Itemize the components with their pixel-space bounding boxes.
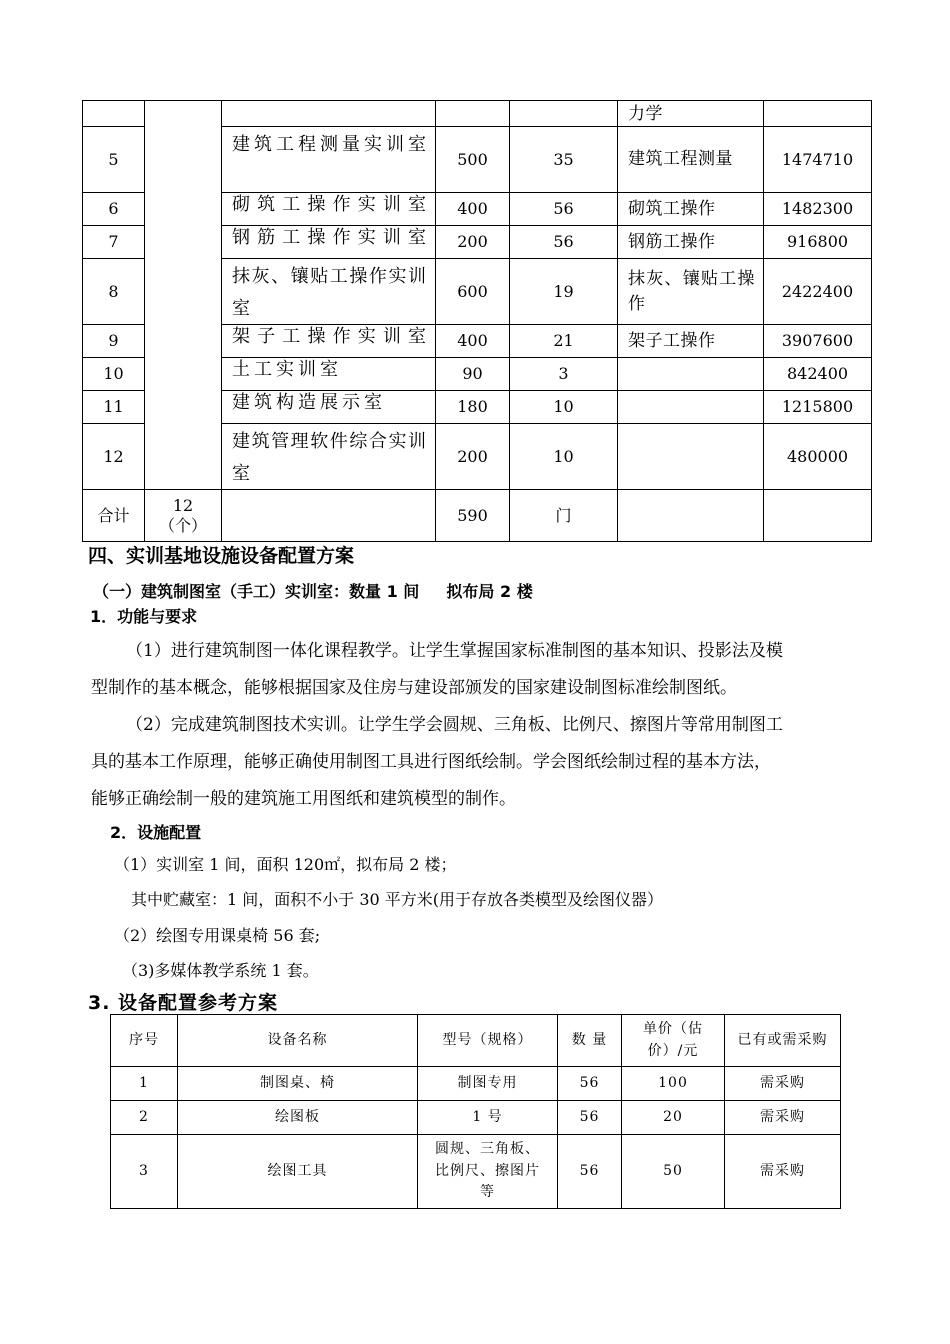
cell-price: 20 xyxy=(622,1101,725,1135)
heading-function: 1．功能与要求 xyxy=(90,607,198,626)
paragraph-2-line-2: 具的基本工作原理，能够正确使用制图工具进行图纸绘制。学会图纸绘制过程的基本方法， xyxy=(91,752,771,772)
cell-qty: 56 xyxy=(558,1101,622,1135)
facility-item-1: （1）实训室 1 间，面积 120㎡，拟布局 2 楼； xyxy=(114,855,457,874)
facility-item-1b: 其中贮藏室：1 间，面积不小于 30 平方米(用于存放各类模型及绘图仪器） xyxy=(131,890,664,909)
cell-stations: 3 xyxy=(510,358,618,391)
cell-name: 架子工操作实训室 xyxy=(222,325,436,358)
cell-name: 建筑管理软件综合实训室 xyxy=(222,424,436,490)
paragraph-1-line-1: （1）进行建筑制图一体化课程教学。让学生掌握国家标准制图的基本知识、投影法及模 xyxy=(126,641,783,661)
header-qty: 数 量 xyxy=(558,1015,622,1067)
cell-amount xyxy=(764,101,872,127)
cell-area: 500 xyxy=(436,127,510,193)
cell-course: 建筑工程测量 xyxy=(618,127,764,193)
header-status: 已有或需采购 xyxy=(725,1015,841,1067)
cell-amount: 3907600 xyxy=(764,325,872,358)
header-price: 单价（估价）/元 xyxy=(622,1015,725,1067)
cell-course: 抹灰、镶贴工操作 xyxy=(618,259,764,325)
cell-no: 1 xyxy=(111,1067,178,1101)
cell-no: 5 xyxy=(83,127,145,193)
cell-no: 6 xyxy=(83,193,145,226)
cell-no: 3 xyxy=(111,1135,178,1209)
heading-facility: 2．设施配置 xyxy=(110,823,202,842)
table-row-total xyxy=(83,490,872,542)
cell-course: 钢筋工操作 xyxy=(618,226,764,259)
table-row xyxy=(83,101,872,127)
cell-qty: 56 xyxy=(558,1135,622,1209)
cell-category-merged xyxy=(145,101,222,490)
cell-name: 建筑工程测量实训室 xyxy=(222,127,436,193)
cell-model: 制图专用 xyxy=(418,1067,558,1101)
header-model: 型号（规格） xyxy=(418,1015,558,1067)
cell-name: 绘图板 xyxy=(178,1101,418,1135)
cell-stations: 21 xyxy=(510,325,618,358)
cell-status: 需采购 xyxy=(725,1101,841,1135)
cell-name: 绘图工具 xyxy=(178,1135,418,1209)
cell-area: 90 xyxy=(436,358,510,391)
cell-no: 7 xyxy=(83,226,145,259)
cell-no: 10 xyxy=(83,358,145,391)
total-count: 12（个） xyxy=(145,490,222,542)
cell-amount: 842400 xyxy=(764,358,872,391)
cell-name: 土工实训室 xyxy=(222,358,436,391)
subsection-heading: （一）建筑制图室（手工）实训室：数量 1 间 拟布局 2 楼 xyxy=(93,582,533,601)
table-row xyxy=(111,1067,841,1101)
total-unit: 门 xyxy=(510,490,618,542)
table-header-row xyxy=(111,1015,841,1067)
table-row xyxy=(111,1101,841,1135)
cell-status: 需采购 xyxy=(725,1067,841,1101)
cell-area: 200 xyxy=(436,424,510,490)
cell-name: 砌筑工操作实训室 xyxy=(222,193,436,226)
cell-area: 400 xyxy=(436,325,510,358)
cell-course xyxy=(618,424,764,490)
cell-stations: 35 xyxy=(510,127,618,193)
cell-course xyxy=(618,358,764,391)
cell-stations: 19 xyxy=(510,259,618,325)
cell-no: 11 xyxy=(83,391,145,424)
cell-course: 架子工操作 xyxy=(618,325,764,358)
cell-status: 需采购 xyxy=(725,1135,841,1209)
cell-area xyxy=(436,101,510,127)
cell-name xyxy=(222,101,436,127)
paragraph-1-line-2: 型制作的基本概念，能够根据国家及住房与建设部颁发的国家建设制图标准绘制图纸。 xyxy=(91,678,737,698)
cell-course xyxy=(618,391,764,424)
total-area: 590 xyxy=(436,490,510,542)
cell-stations xyxy=(510,101,618,127)
cell-name: 抹灰、镶贴工操作实训室 xyxy=(222,259,436,325)
cell-no: 12 xyxy=(83,424,145,490)
cell-area: 180 xyxy=(436,391,510,424)
cell-amount: 916800 xyxy=(764,226,872,259)
cell-amount: 1474710 xyxy=(764,127,872,193)
cell-no: 9 xyxy=(83,325,145,358)
cell-amount: 1215800 xyxy=(764,391,872,424)
cell-name: 制图桌、椅 xyxy=(178,1067,418,1101)
section-heading: 四、实训基地设施设备配置方案 xyxy=(88,545,355,567)
cell-course xyxy=(618,490,764,542)
cell-area: 400 xyxy=(436,193,510,226)
heading-equipment: 3. 设备配置参考方案 xyxy=(88,992,279,1014)
cell-model: 1 号 xyxy=(418,1101,558,1135)
total-label: 合计 xyxy=(83,490,145,542)
cell-stations: 56 xyxy=(510,226,618,259)
cell-stations: 10 xyxy=(510,424,618,490)
cell-price: 100 xyxy=(622,1067,725,1101)
cell-course: 砌筑工操作 xyxy=(618,193,764,226)
cell-amount: 1482300 xyxy=(764,193,872,226)
cell-model: 圆规、三角板、比例尺、擦图片等 xyxy=(418,1135,558,1209)
facility-item-2: （2）绘图专用课桌椅 56 套; xyxy=(114,926,321,945)
training-rooms-table xyxy=(82,100,872,542)
cell-name xyxy=(222,490,436,542)
table-row xyxy=(111,1135,841,1209)
cell-area: 200 xyxy=(436,226,510,259)
cell-price: 50 xyxy=(622,1135,725,1209)
header-no: 序号 xyxy=(111,1015,178,1067)
cell-amount: 2422400 xyxy=(764,259,872,325)
cell-no xyxy=(83,101,145,127)
cell-stations: 56 xyxy=(510,193,618,226)
cell-qty: 56 xyxy=(558,1067,622,1101)
cell-course: 力学 xyxy=(618,101,764,127)
cell-no: 2 xyxy=(111,1101,178,1135)
cell-name: 钢筋工操作实训室 xyxy=(222,226,436,259)
cell-name: 建筑构造展示室 xyxy=(222,391,436,424)
cell-no: 8 xyxy=(83,259,145,325)
header-name: 设备名称 xyxy=(178,1015,418,1067)
facility-item-3: （3)多媒体教学系统 1 套。 xyxy=(122,961,319,980)
equipment-table xyxy=(110,1014,841,1209)
paragraph-2-line-1: （2）完成建筑制图技术实训。让学生学会圆规、三角板、比例尺、擦图片等常用制图工 xyxy=(126,715,783,735)
paragraph-2-line-3: 能够正确绘制一般的建筑施工用图纸和建筑模型的制作。 xyxy=(91,789,516,809)
cell-amount xyxy=(764,490,872,542)
cell-area: 600 xyxy=(436,259,510,325)
cell-amount: 480000 xyxy=(764,424,872,490)
cell-stations: 10 xyxy=(510,391,618,424)
